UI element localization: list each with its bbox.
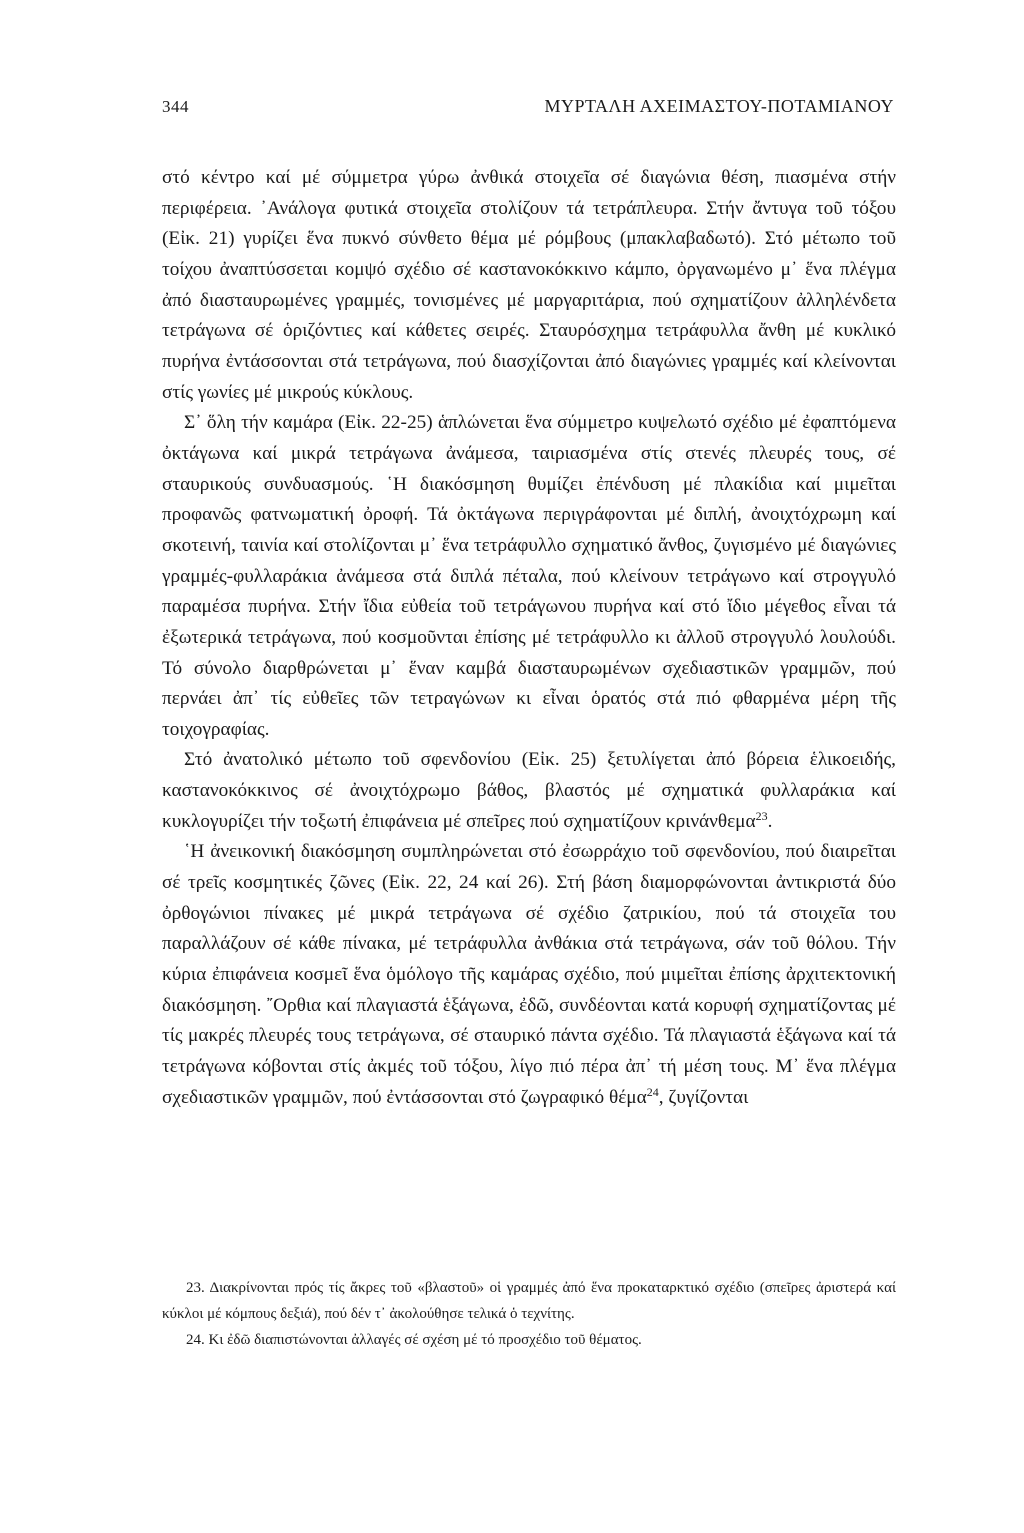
running-title: ΜΥΡΤΑΛΗ ΑΧΕΙΜΑΣΤΟΥ-ΠΟΤΑΜΙΑΝΟΥ [544,96,894,116]
paragraph-1 [162,163,896,408]
footnote-23: 23. Διακρίνονται πρός τίς ἄκρες τοῦ «βλαστοῦ» οἱ γραμμές ἀπό ἕνα προκαταρκτικό σχέδιο (σπεῖρες ἀριστερά καί κύκλοι μέ κόμπους δεξιά), πού δέν τ᾿ ἀκολούθησε τελικά ὁ τεχνίτης. [162,1280,896,1322]
paragraph-4 [162,837,896,1113]
footnote-ref-24: 24 [646,1084,659,1099]
paragraph-4-tail: , ζυγίζονται [658,1086,749,1108]
paragraph-2 [162,408,896,745]
footnote-24: 24. Κι ἐδῶ διαπιστώνονται ἀλλαγές σέ σχέση μέ τό προσχέδιο τοῦ θέματος. [186,1332,642,1348]
footnotes [162,1275,896,1353]
running-header [162,96,894,117]
paragraph-3-text: Στό ἀνατολικό μέτωπο τοῦ σφενδονίου (Εἰκ. 25) ξετυλίγεται ἀπό βόρεια ἑλικοειδής, καστανοκόκκινος σέ ἀνοιχτόχρωμο βάθος, βλαστός μέ σχηματικά φυλλαράκια καί κυκλογυρίζει τήν τοξωτή ἐπιφάνεια μέ σπεῖρες πού σχηματίζουν κρινάνθεμα [162,749,896,832]
footnote-ref-23: 23 [755,808,768,823]
page-number: 344 [162,97,189,116]
paragraph-1-text: στό κέντρο καί μέ σύμμετρα γύρω ἀνθικά στοιχεῖα σέ διαγώνια θέση, πιασμένα στήν περιφέρεια. ᾿Ανάλογα φυτικά στοιχεῖα στολίζουν τά τετράπλευρα. Στήν ἄντυγα τοῦ τόξου (Εἰκ. 21) γυρίζει ἕνα πυκνό σύνθετο θέμα μέ ρόμβους (μπακλαβαδωτό). Στό μέτωπο τοῦ τοίχου ἀναπτύσσεται κομψό σχέδιο σέ καστανοκόκκινο κάμπο, ὀργανωμένο μ᾿ ἕνα πλέγμα ἀπό διασταυρωμένες γραμμές, τονισμένες μέ μαργαριτάρια, πού σχηματίζουν ἀλληλένδετα τετράγωνα σέ ὁριζόντιες καί κάθετες σειρές. Σταυρόσχημα τετράφυλλα ἄνθη μέ κυκλικό πυρήνα ἐντάσσονται στά τετράγωνα, πού διασχίζονται ἀπό διαγώνιες γραμμές καί κλείνονται στίς γωνίες μέ μικρούς κύκλους. [162,167,896,403]
paragraph-3-tail: . [767,810,773,832]
body-text [162,163,896,1113]
paragraph-3 [162,745,896,837]
paragraph-4-text: ῾Η ἀνεικονική διακόσμηση συμπληρώνεται στό ἐσωρράχιο τοῦ σφενδονίου, πού διαιρεῖται σέ τρεῖς κοσμητικές ζῶνες (Εἰκ. 22, 24 καί 26). Στή βάση διαμορφώνονται ἀντικριστά δύο ὀρθογώνιοι πίνακες μέ μικρά τετράγωνα σέ σχέδιο ζατρικίου, πού τά στοιχεῖα του παραλλάζουν σέ κάθε πίνακα, μέ τετράφυλλα ἀνθάκια στά τετράγωνα, σάν τοῦ θόλου. Τήν κύρια ἐπιφάνεια κοσμεῖ ἕνα ὁμόλογο τῆς καμάρας σχέδιο, πού μιμεῖται ἐπίσης ἀρχιτεκτονική διακόσμηση. ῎Ορθια καί πλαγιαστά ἑξάγωνα, ἐδῶ, συνδέονται κατά κορυφή σχηματίζοντας μέ τίς μακρές πλευρές τους τετράγωνα, σέ σταυρικό πάντα σχέδιο. Τά πλαγιαστά ἑξάγωνα καί τά τετράγωνα κόβονται στίς ἀκμές τοῦ τόξου, λίγο πιό πέρα ἀπ᾿ τή μέση τους. Μ᾿ ἕνα πλέγμα σχεδιαστικῶν γραμμῶν, πού ἐντάσσονται στό ζωγραφικό θέμα [162,841,896,1108]
paragraph-2-text: Σ᾿ ὅλη τήν καμάρα (Εἰκ. 22-25) ἁπλώνεται ἕνα σύμμετρο κυψελωτό σχέδιο μέ ἐφαπτόμενα ὀκτάγωνα καί μικρά τετράγωνα ἀνάμεσα, ταιριασμένα στίς στενές πλευρές τους, σέ σταυρικούς συνδυασμούς. ῾Η διακόσμηση θυμίζει ἐπένδυση μέ πλακίδια καί μιμεῖται προφανῶς φατνωματική ὀροφή. Τά ὀκτάγωνα περιγράφονται μέ διπλή, ἀνοιχτόχρωμη καί σκοτεινή, ταινία καί στολίζονται μ᾿ ἕνα τετράφυλλο σχηματικό ἄνθος, ζυγισμένο μέ διαγώνιες γραμμές-φυλλαράκια ἀνάμεσα στά διπλά πέταλα, πού κλείνουν τετράγωνο καί στρογγυλό παραμέσα πυρήνα. Στήν ἴδια εὐθεία τοῦ τετράγωνου πυρήνα καί στό ἴδιο μέγεθος εἶναι τά ἐξωτερικά τετράγωνα, πού κοσμοῦνται ἐπίσης μέ τετράφυλλο κι ἀλλοῦ στρογγυλό λουλούδι. Τό σύνολο διαρθρώνεται μ᾿ ἕναν καμβά διασταυρωμένων σχεδιαστικῶν γραμμῶν, πού περνάει ἀπ᾿ τίς εὐθεῖες τῶν τετραγώνων κι εἶναι ὁρατός στά πιό φθαρμένα μέρη τῆς τοιχογραφίας. [162,412,896,740]
